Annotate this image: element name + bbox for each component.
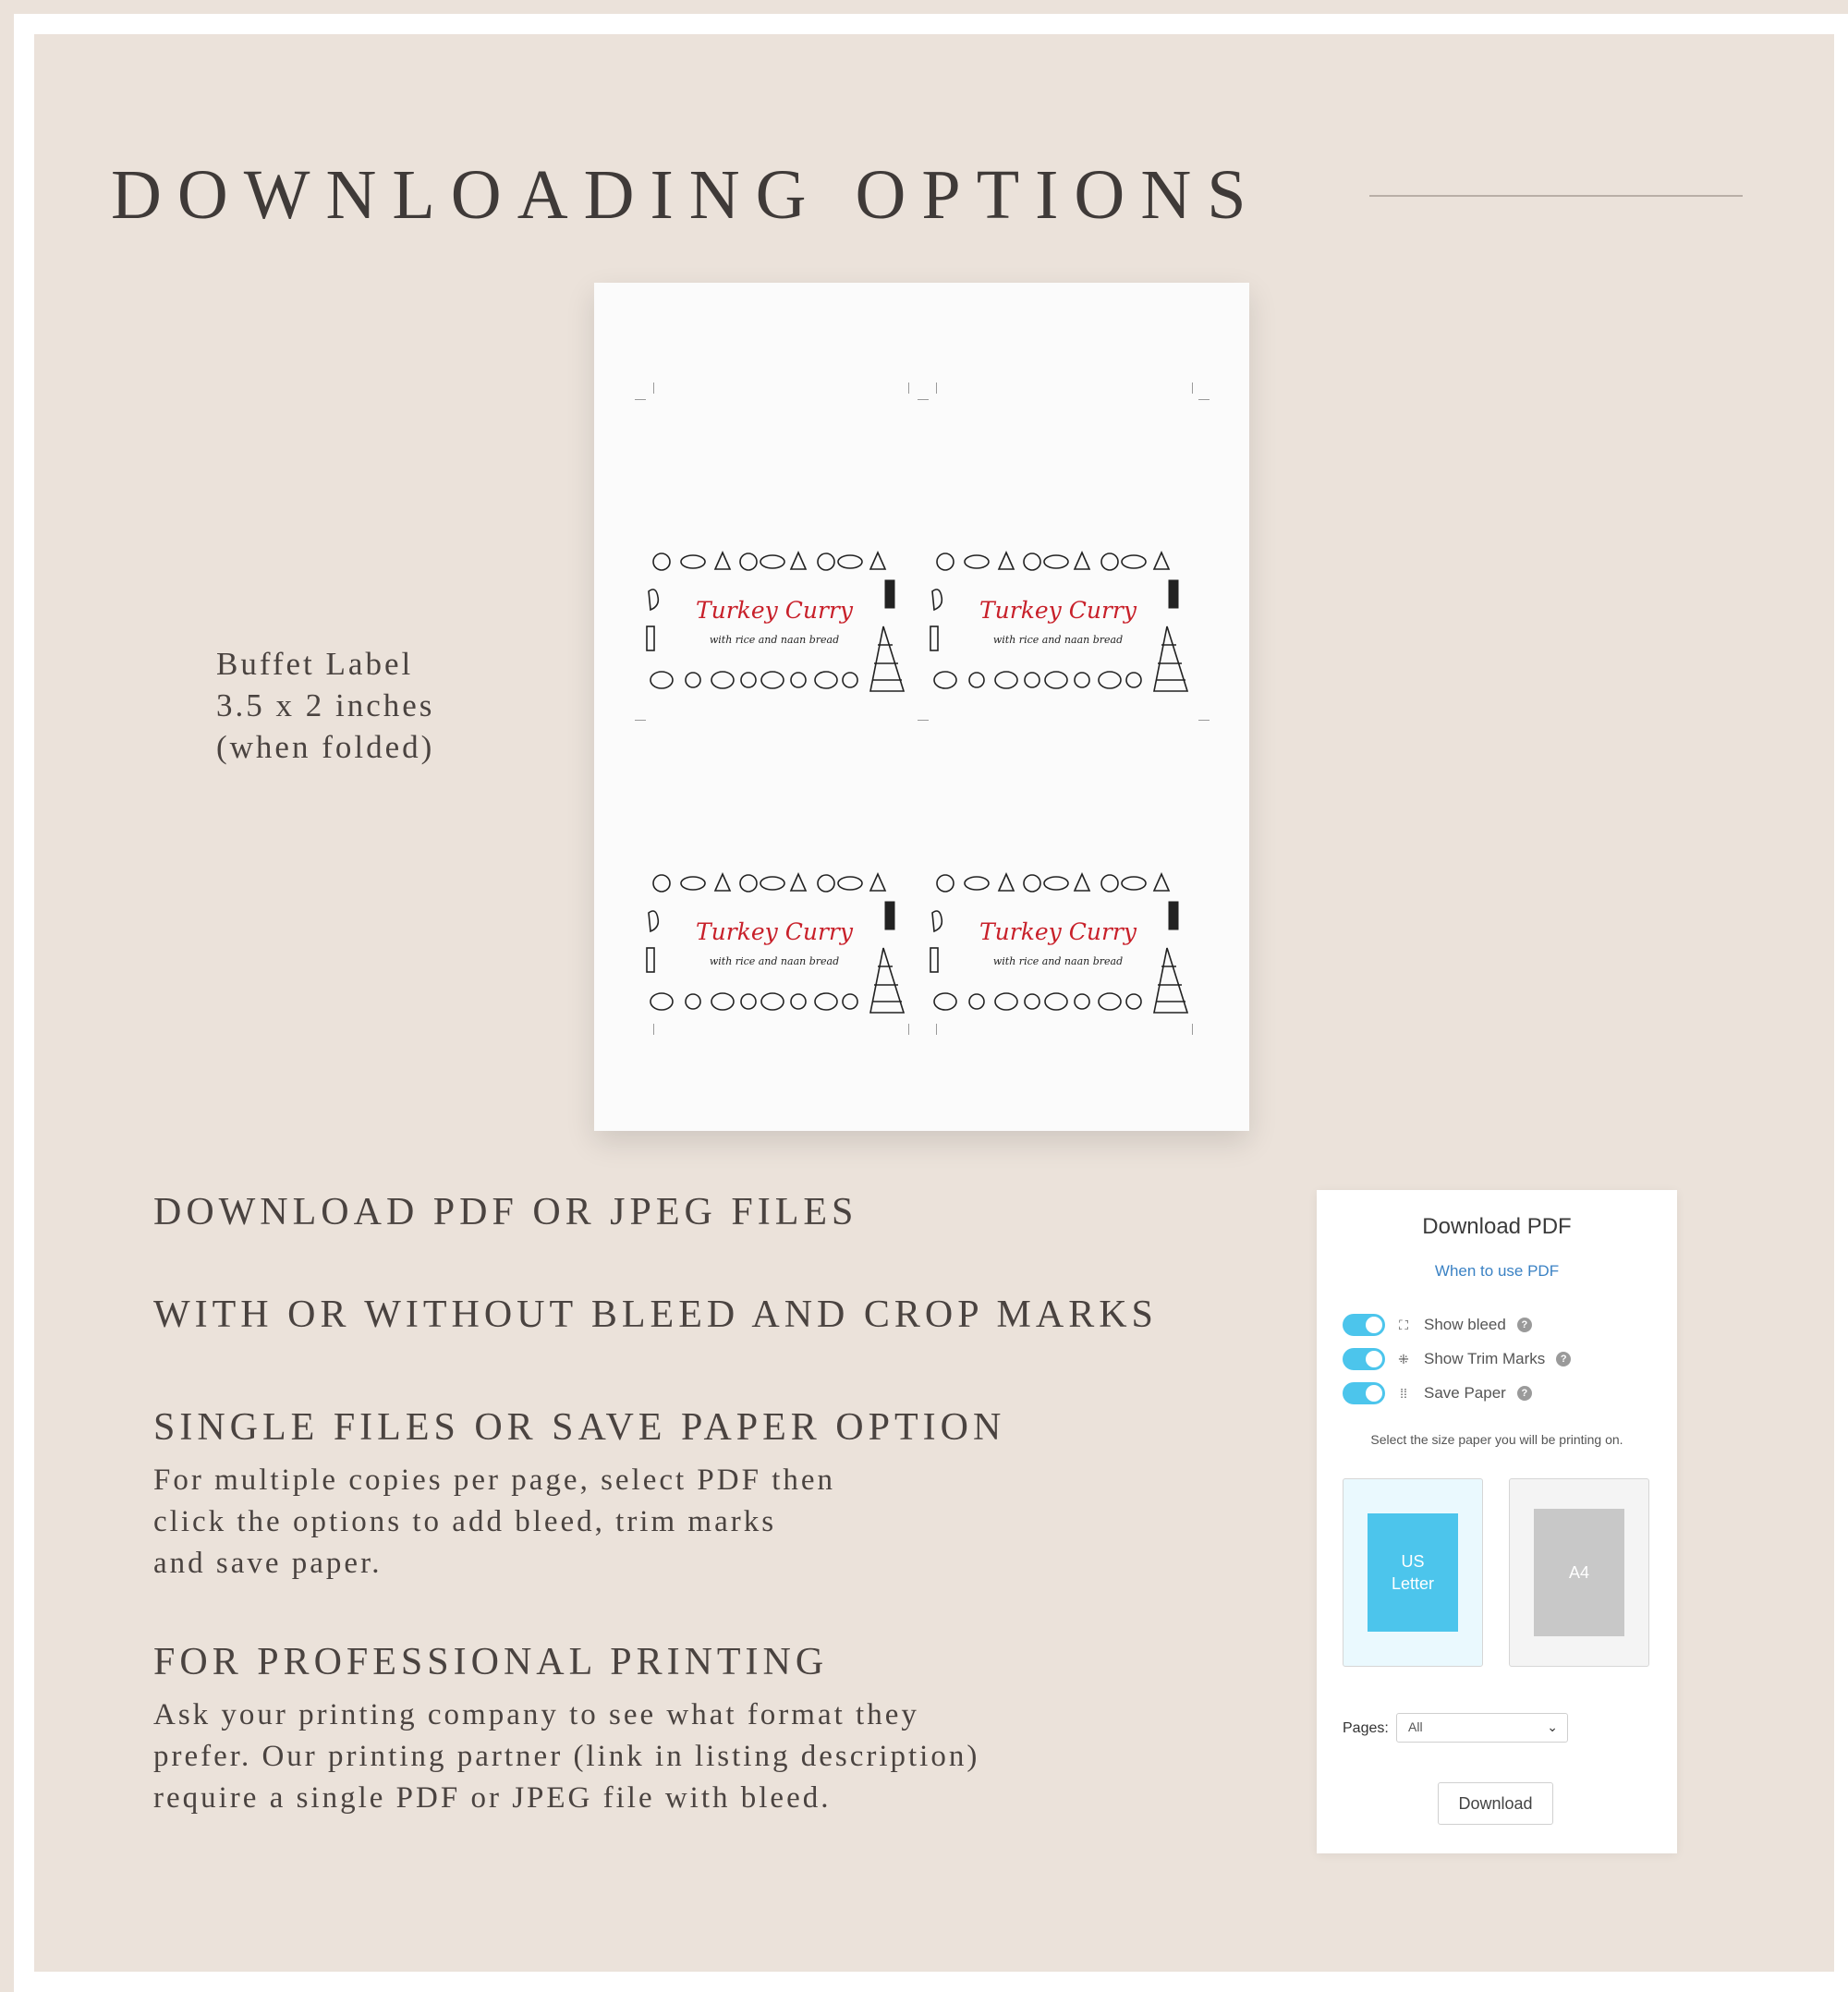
- doodle-mark: [1075, 874, 1089, 891]
- help-icon[interactable]: ?: [1517, 1318, 1532, 1332]
- title-divider: [1369, 195, 1743, 197]
- doodle-mark: [999, 553, 1014, 569]
- crop-mark: [1198, 399, 1210, 400]
- doodle-mark: [761, 672, 784, 688]
- doodle-mark: [653, 875, 670, 892]
- doodle-mark: [965, 555, 989, 568]
- crop-mark: [1198, 720, 1210, 721]
- doodle-mark: [1045, 993, 1067, 1010]
- body-line: require a single PDF or JPEG file with bleed.: [153, 1781, 832, 1815]
- doodle-mark: [1122, 877, 1146, 890]
- caption-line-3: (when folded): [216, 729, 435, 765]
- paper-option-us-letter[interactable]: [1343, 1478, 1483, 1667]
- download-pdf-panel: [1317, 1190, 1677, 1853]
- caption-line-2: 3.5 x 2 inches: [216, 687, 435, 723]
- doodle-mark: [740, 875, 757, 892]
- doodle-mark: [791, 673, 806, 687]
- crop-mark: [653, 1024, 654, 1035]
- doodle-mark: [1075, 994, 1089, 1009]
- doodle-mark: [1044, 877, 1068, 890]
- doodle-mark: [650, 672, 673, 688]
- doodle-mark: [838, 555, 862, 568]
- doodle-mark: [760, 877, 784, 890]
- buffet-label-2: [919, 543, 1197, 700]
- doodle-mark: [1101, 875, 1118, 892]
- print-sheet-preview: [594, 283, 1249, 1131]
- doodle-mark: [870, 874, 885, 891]
- paper-size-note: Select the size paper you will be printing on.: [1370, 1432, 1623, 1447]
- doodle-mark: [711, 993, 734, 1010]
- buffet-label-1: [636, 543, 913, 700]
- doodle-mark: [815, 672, 837, 688]
- us-letter-sheet: [1368, 1513, 1458, 1632]
- doodle-mark: [791, 553, 806, 569]
- body-line: click the options to add bleed, trim marks: [153, 1505, 777, 1538]
- option-label: Show bleed: [1424, 1316, 1506, 1333]
- crop-mark: [635, 720, 646, 721]
- doodle-mark: [1099, 672, 1121, 688]
- doodle-mark: [995, 672, 1017, 688]
- crop-mark: [1192, 383, 1193, 394]
- info-save-paper-body: [153, 1460, 835, 1585]
- paper-label-line: US: [1401, 1552, 1425, 1571]
- crop-mark: [908, 383, 909, 394]
- option-label: Save Paper: [1424, 1384, 1506, 1402]
- crop-mark: [908, 1024, 909, 1035]
- doodle-mark: [1099, 993, 1121, 1010]
- doodle-mark: [1025, 673, 1040, 687]
- doodle-mark: [741, 673, 756, 687]
- label-subtitle: with rice and naan bread: [709, 955, 840, 967]
- caption-line-1: Buffet Label: [216, 646, 414, 682]
- doodle-mark: [1122, 555, 1146, 568]
- label-title: Turkey Curry: [979, 918, 1137, 945]
- info-download-formats: DOWNLOAD PDF OR JPEG FILES: [153, 1191, 858, 1233]
- show-bleed-toggle[interactable]: [1343, 1314, 1385, 1336]
- show-trim-marks-toggle[interactable]: [1343, 1348, 1385, 1370]
- paper-label-line: Letter: [1391, 1574, 1435, 1593]
- doodle-mark: [740, 553, 757, 570]
- body-line: and save paper.: [153, 1547, 383, 1580]
- pages-select-value: All: [1408, 1719, 1423, 1734]
- doodle-mark: [838, 877, 862, 890]
- doodle-mark: [843, 994, 857, 1009]
- option-show-trim-marks: [1343, 1347, 1571, 1371]
- doodle-mark: [937, 553, 954, 570]
- info-bleed-crop: WITH OR WITHOUT BLEED AND CROP MARKS: [153, 1294, 1158, 1336]
- doodle-mark: [1024, 875, 1040, 892]
- body-line: Ask your printing company to see what format they: [153, 1698, 919, 1731]
- doodle-mark: [1126, 673, 1141, 687]
- doodle-mark: [870, 553, 885, 569]
- doodle-mark: [995, 993, 1017, 1010]
- doodle-mark: [1101, 553, 1118, 570]
- doodle-mark: [1025, 994, 1040, 1009]
- doodle-mark: [1154, 874, 1169, 891]
- option-save-paper: [1343, 1381, 1532, 1405]
- chevron-down-icon: ⌄: [1547, 1719, 1558, 1734]
- doodle-mark: [686, 673, 700, 687]
- doodle-mark: [711, 672, 734, 688]
- bleed-icon: ⛶: [1399, 1318, 1408, 1332]
- doodle-mark: [741, 994, 756, 1009]
- paper-option-a4[interactable]: [1509, 1478, 1649, 1667]
- doodle-mark: [999, 874, 1014, 891]
- doodle-mark: [681, 877, 705, 890]
- doodle-mark: [965, 877, 989, 890]
- doodle-mark: [653, 553, 670, 570]
- page-title: DOWNLOADING OPTIONS: [111, 156, 1262, 234]
- label-subtitle: with rice and naan bread: [992, 955, 1124, 967]
- when-to-use-pdf-link[interactable]: When to use PDF: [1434, 1262, 1560, 1280]
- doodle-mark: [969, 673, 984, 687]
- doodle-mark: [969, 994, 984, 1009]
- doodle-mark: [843, 673, 857, 687]
- info-pro-printing-body: [153, 1694, 979, 1819]
- save-paper-toggle[interactable]: [1343, 1382, 1385, 1404]
- body-line: For multiple copies per page, select PDF then: [153, 1464, 836, 1497]
- doodle-mark: [761, 993, 784, 1010]
- help-icon[interactable]: ?: [1517, 1386, 1532, 1401]
- crop-mark: [936, 1024, 937, 1035]
- doodle-mark: [791, 874, 806, 891]
- option-label: Show Trim Marks: [1424, 1350, 1546, 1367]
- doodle-mark: [715, 553, 730, 569]
- doodle-mark: [791, 994, 806, 1009]
- doodle-mark: [815, 993, 837, 1010]
- doodle-mark: [715, 874, 730, 891]
- doodle-mark: [760, 555, 784, 568]
- doodle-mark: [937, 875, 954, 892]
- doodle-mark: [1075, 673, 1089, 687]
- label-title: Turkey Curry: [696, 597, 853, 624]
- doodle-mark: [1075, 553, 1089, 569]
- crop-mark: [918, 720, 929, 721]
- a4-sheet: [1534, 1509, 1624, 1636]
- pages-label: Pages:: [1343, 1720, 1389, 1736]
- panel-title: Download PDF: [1422, 1214, 1572, 1239]
- buffet-label-4: [919, 865, 1197, 1022]
- crop-mark: [653, 383, 654, 394]
- buffet-label-3: [636, 865, 913, 1022]
- label-subtitle: with rice and naan bread: [709, 634, 840, 646]
- paper-label-line: A4: [1568, 1563, 1590, 1582]
- doodle-mark: [934, 993, 956, 1010]
- doodle-mark: [650, 993, 673, 1010]
- crop-mark: [918, 399, 929, 400]
- crop-mark: [936, 383, 937, 394]
- download-button[interactable]: Download: [1438, 1782, 1553, 1825]
- doodle-mark: [818, 875, 834, 892]
- label-caption: [216, 643, 434, 768]
- doodle-mark: [818, 553, 834, 570]
- crop-mark: [1192, 1024, 1193, 1035]
- doodle-mark: [1045, 672, 1067, 688]
- pages-select[interactable]: [1396, 1713, 1568, 1743]
- trim-marks-icon: ⁜: [1398, 1352, 1409, 1366]
- label-title: Turkey Curry: [696, 918, 853, 945]
- info-save-paper-heading: SINGLE FILES OR SAVE PAPER OPTION: [153, 1406, 1006, 1449]
- doodle-mark: [686, 994, 700, 1009]
- doodle-mark: [1154, 553, 1169, 569]
- doodle-mark: [681, 555, 705, 568]
- doodle-mark: [934, 672, 956, 688]
- option-show-bleed: [1343, 1313, 1532, 1337]
- info-pro-printing-heading: FOR PROFESSIONAL PRINTING: [153, 1641, 829, 1683]
- grid-icon: ⁞⁞: [1400, 1386, 1407, 1401]
- help-icon[interactable]: ?: [1556, 1352, 1571, 1366]
- crop-mark: [635, 399, 646, 400]
- doodle-mark: [1024, 553, 1040, 570]
- label-subtitle: with rice and naan bread: [992, 634, 1124, 646]
- doodle-mark: [1126, 994, 1141, 1009]
- body-line: prefer. Our printing partner (link in listing description): [153, 1740, 980, 1773]
- doodle-mark: [1044, 555, 1068, 568]
- label-title: Turkey Curry: [979, 597, 1137, 624]
